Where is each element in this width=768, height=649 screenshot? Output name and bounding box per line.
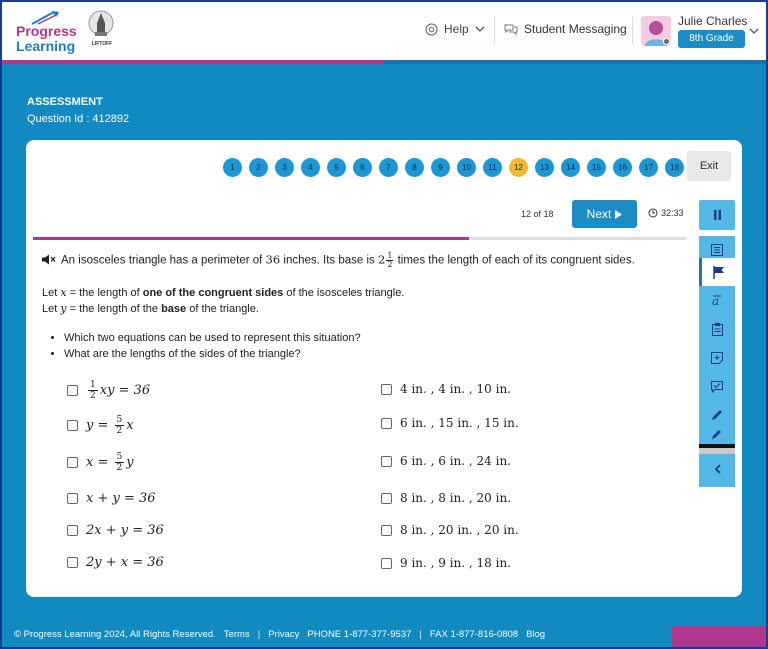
question-number-4[interactable]: 4 — [301, 158, 320, 177]
equation-choice[interactable] — [67, 523, 164, 538]
timer-value: 32:33 — [661, 208, 684, 218]
choice-text: 6 in. , 15 in. , 15 in. — [400, 416, 519, 430]
variable-definitions — [42, 285, 404, 317]
question-number-3[interactable]: 3 — [275, 158, 294, 177]
phone: PHONE 1-877-377-9537 — [307, 629, 412, 640]
help-label: Help — [444, 22, 469, 36]
equation-choice[interactable] — [67, 415, 134, 436]
add-note-icon — [711, 352, 723, 364]
liftoff-label: LIFTOFF — [91, 41, 113, 47]
chevron-down-icon — [475, 26, 485, 33]
definition-x — [42, 285, 404, 301]
pencil-icon — [711, 409, 723, 421]
checkbox[interactable] — [67, 493, 78, 504]
def-y-bold: base — [161, 303, 187, 315]
choice-text: 8 in. , 8 in. , 20 in. — [400, 491, 512, 505]
question-stem — [42, 252, 635, 269]
bullet-item: • Which two equations can be used to represent this situation? — [64, 330, 361, 346]
question-number-5[interactable]: 5 — [327, 158, 346, 177]
header-divider — [494, 16, 495, 44]
add-note-tool[interactable] — [699, 344, 735, 372]
comment-icon — [711, 381, 723, 393]
assessment-title: ASSESSMENT — [27, 96, 103, 108]
question-id: Question Id : 412892 — [27, 113, 130, 125]
def-y-var: y — [60, 302, 67, 315]
header-accent-blue — [384, 60, 768, 64]
translate-tool[interactable] — [699, 286, 735, 314]
length-choice[interactable] — [381, 523, 519, 537]
checkbox[interactable] — [67, 525, 78, 536]
progress-label: 12 of 18 — [521, 209, 554, 219]
equation-choice[interactable] — [67, 555, 164, 570]
fraction — [115, 415, 125, 436]
def-x-var: x — [60, 286, 67, 299]
definition-y — [42, 301, 404, 317]
question-number-10[interactable]: 10 — [457, 158, 476, 177]
fraction — [115, 452, 125, 473]
question-number-7[interactable]: 7 — [379, 158, 398, 177]
choice-text: 8 in. , 20 in. , 20 in. — [400, 523, 519, 537]
timer — [648, 208, 684, 218]
pause-button[interactable] — [699, 200, 735, 230]
privacy-link[interactable]: Privacy — [268, 629, 300, 640]
checkbox[interactable] — [381, 384, 392, 395]
choice-text: 4 in. , 4 in. , 10 in. — [400, 382, 512, 396]
footer-separator: | — [419, 629, 422, 640]
notes-icon — [711, 244, 723, 256]
length-choice[interactable] — [381, 556, 511, 570]
copyright: © Progress Learning 2024, All Rights Reserved. — [14, 629, 216, 640]
length-choice[interactable] — [381, 454, 511, 468]
stem-part2: inches. Its base is — [280, 254, 378, 267]
question-number-2[interactable]: 2 — [249, 158, 268, 177]
svg-text:a: a — [712, 294, 720, 306]
play-arrow-icon — [615, 210, 622, 219]
footer-accent — [672, 626, 768, 649]
def-y-suffix: of the triangle. — [186, 303, 259, 315]
fax: FAX 1-877-816-0808 — [429, 629, 519, 640]
choice-text — [86, 380, 150, 401]
student-messaging-link[interactable] — [504, 22, 627, 36]
help-menu[interactable] — [425, 22, 485, 36]
fraction — [88, 380, 98, 401]
question-number-16[interactable]: 16 — [613, 158, 632, 177]
base-whole: 2 — [377, 252, 386, 267]
def-x-prefix: Let — [42, 287, 61, 299]
choice-expression: y = — [86, 418, 113, 433]
question-number-15[interactable]: 15 — [587, 158, 606, 177]
question-number-1[interactable]: 1 — [223, 158, 242, 177]
checkbox[interactable] — [67, 385, 78, 396]
stem-part3: times the length of each of its congruent sides. — [394, 254, 635, 267]
question-bullets — [64, 330, 361, 362]
question-number-18[interactable]: 18 — [665, 158, 684, 177]
checkbox[interactable] — [67, 420, 78, 431]
checkbox[interactable] — [381, 558, 392, 569]
base-num: 1 — [387, 251, 393, 260]
checkbox[interactable] — [381, 493, 392, 504]
bullet-item: • What are the lengths of the sides of the triangle? — [64, 346, 361, 362]
header-divider — [632, 16, 633, 44]
next-button[interactable] — [572, 200, 637, 228]
header-accent-pink — [0, 60, 384, 64]
def-y-mid: = the length of the — [66, 303, 162, 315]
terms-link[interactable]: Terms — [223, 629, 250, 640]
choice-text: x + y = 36 — [86, 491, 156, 506]
fraction-num: 5 — [116, 415, 123, 425]
avatar[interactable] — [641, 16, 671, 46]
user-menu-chevron-icon[interactable] — [749, 28, 759, 35]
checkbox[interactable] — [381, 456, 392, 467]
next-label: Next — [586, 207, 612, 221]
perimeter-value: 36 — [265, 252, 281, 267]
choice-expression: x = — [86, 455, 113, 470]
choice-text — [86, 452, 134, 473]
checkbox[interactable] — [381, 418, 392, 429]
flag-icon — [713, 266, 725, 279]
def-x-bold: one of the congruent sides — [142, 287, 284, 299]
flag-tool[interactable] — [699, 258, 735, 286]
question-number-11[interactable]: 11 — [483, 158, 502, 177]
question-number-13[interactable]: 13 — [535, 158, 554, 177]
footer — [14, 629, 545, 640]
equation-choice[interactable] — [67, 380, 150, 401]
def-y-prefix: Let — [42, 303, 61, 315]
question-number-8[interactable]: 8 — [405, 158, 424, 177]
user-name[interactable]: Julie Charles — [678, 14, 748, 28]
status-dot — [663, 38, 670, 45]
question-number-17[interactable]: 17 — [639, 158, 658, 177]
fraction-den: 2 — [116, 463, 123, 473]
question-number-14[interactable]: 14 — [561, 158, 580, 177]
question-number-9[interactable]: 9 — [431, 158, 450, 177]
clipboard-tool[interactable] — [699, 315, 735, 343]
tools-sidebar — [699, 236, 735, 487]
fraction-den: 2 — [116, 426, 123, 436]
choice-text: 2y + x = 36 — [86, 555, 164, 570]
fraction-num: 1 — [90, 380, 96, 390]
choice-expression: xy = 36 — [99, 383, 151, 398]
equation-choice[interactable] — [67, 452, 134, 473]
clipboard-icon — [712, 323, 723, 336]
checkbox[interactable] — [381, 525, 392, 536]
chevron-left-icon — [714, 464, 721, 474]
translate-icon — [711, 294, 723, 306]
comment-tool[interactable] — [699, 373, 735, 401]
checkbox[interactable] — [67, 457, 78, 468]
logo-text[interactable] — [16, 24, 77, 54]
choice-text: 2x + y = 36 — [86, 523, 164, 538]
highlighter-icon — [711, 429, 723, 439]
grade-badge: 8th Grade — [678, 30, 745, 48]
base-den: 2 — [387, 260, 393, 269]
logo-line1: Progress — [16, 23, 77, 39]
fraction-num: 5 — [116, 452, 123, 462]
progress-fill — [33, 237, 469, 240]
choice-variable: y — [126, 455, 134, 470]
top-header — [0, 0, 768, 60]
stem-part1: An isosceles triangle has a perimeter of — [61, 254, 266, 267]
question-card — [26, 140, 742, 597]
question-number-nav — [223, 158, 684, 177]
choice-text: 9 in. , 9 in. , 18 in. — [400, 556, 512, 570]
blog-link[interactable]: Blog — [526, 629, 546, 640]
choice-text — [86, 415, 134, 436]
footer-separator: | — [257, 629, 261, 640]
pause-icon — [713, 210, 722, 220]
length-choice[interactable] — [381, 491, 511, 505]
question-number-12[interactable]: 12 — [509, 158, 528, 177]
length-choice[interactable] — [381, 382, 511, 396]
collapse-tools-button[interactable] — [699, 454, 735, 484]
highlighter-tool[interactable] — [699, 424, 735, 444]
fraction-den: 2 — [90, 391, 96, 401]
exit-button[interactable]: Exit — [687, 151, 731, 181]
def-x-mid: = the length of — [66, 287, 143, 299]
chat-icon — [504, 23, 518, 35]
clock-icon — [648, 208, 658, 218]
equation-choice[interactable] — [67, 491, 156, 506]
audio-mute-icon[interactable] — [42, 254, 56, 268]
help-icon — [425, 23, 438, 36]
def-x-suffix: of the isosceles triangle. — [283, 287, 405, 299]
question-number-6[interactable]: 6 — [353, 158, 372, 177]
messaging-label: Student Messaging — [524, 22, 627, 36]
base-fraction — [386, 252, 393, 269]
choice-variable: x — [126, 418, 134, 433]
length-choice[interactable] — [381, 416, 519, 430]
checkbox[interactable] — [67, 557, 78, 568]
logo-line2: Learning — [16, 38, 76, 54]
choice-text: 6 in. , 6 in. , 24 in. — [400, 454, 512, 468]
